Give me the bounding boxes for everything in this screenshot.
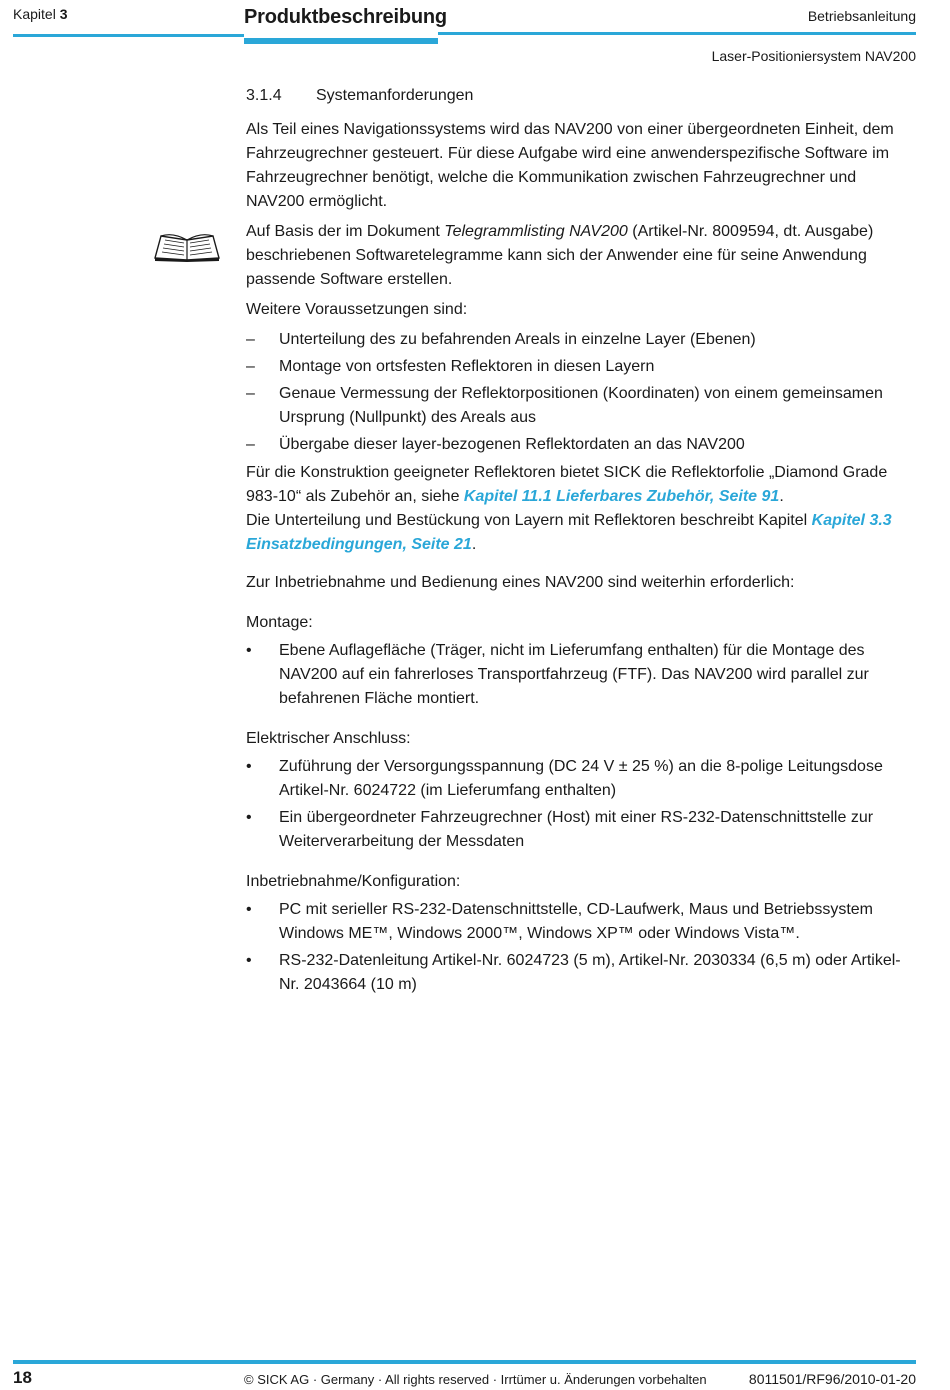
layers-text-post: . — [471, 536, 477, 553]
config-list — [246, 898, 918, 997]
section-number: 3.1.4 — [246, 87, 282, 104]
chapter-label-text: Kapitel — [13, 6, 56, 22]
reflector-paragraph — [246, 461, 918, 509]
footer-rule — [13, 1360, 916, 1364]
open-book-icon — [153, 230, 221, 262]
list-item-text: Ein übergeordneter Fahrzeugrechner (Host) mit einer RS-232-Datenschnittstelle zur Weiterverarbeitung der Messdaten — [279, 809, 874, 850]
header-rule-right — [438, 32, 916, 35]
list-item-text: Unterteilung des zu befahrenden Areals in einzelne Layer (Ebenen) — [279, 331, 756, 348]
section-heading — [246, 84, 918, 108]
config-heading-text: Inbetriebnahme/Konfiguration — [246, 873, 456, 890]
list-item: • Ein übergeordneter Fahrzeugrechner (Host) mit einer RS-232-Datenschnittstelle zur Weiterverarbeitung der Messdaten — [246, 809, 874, 850]
montage-heading: Montage: — [246, 614, 313, 631]
product-name: Laser-Positioniersystem NAV200 — [711, 48, 916, 64]
telegram-paragraph — [246, 220, 918, 292]
reflector-text-pre: Für die Konstruktion geeigneter Reflektoren bietet SICK die Reflektorfolie „Diamond Grade 983-10“ als Zubehör an, siehe — [246, 464, 888, 505]
list-item: • Zuführung der Versorgungsspannung (DC 24 V ± 25 %) an die 8-polige Leitungsdose Artikel-Nr. 6024722 (im Lieferumfang enthalten) — [246, 758, 883, 799]
list-item-text: Montage von ortsfesten Reflektoren in diesen Layern — [279, 358, 655, 375]
list-item-text: RS-232-Datenleitung Artikel-Nr. 6024723 (5 m), Artikel-Nr. 2030334 (6,5 m) oder Artikel-Nr. 2043664 (10 m) — [279, 952, 901, 993]
accessory-chapter-link[interactable]: Kapitel 11.1 Lieferbares Zubehör, Seite 91 — [463, 488, 780, 505]
page-number: 18 — [13, 1368, 32, 1387]
header-rule-left — [13, 34, 244, 37]
montage-heading-text: Montage — [246, 614, 309, 631]
electric-heading-text: Elektrischer Anschluss — [246, 730, 407, 747]
chapter-number: 3 — [59, 6, 68, 22]
montage-list — [246, 639, 918, 711]
list-item-text: Genaue Vermessung der Reflektorpositionen (Koordinaten) von einem gemeinsamen Ursprung (Nullpunkt) des Areals aus — [279, 385, 883, 426]
electric-list — [246, 755, 918, 854]
requirements-list — [246, 328, 918, 457]
list-item: – Montage von ortsfesten Reflektoren in diesen Layern — [246, 358, 655, 375]
chapter-label — [13, 6, 68, 22]
list-item: • RS-232-Datenleitung Artikel-Nr. 6024723 (5 m), Artikel-Nr. 2030334 (6,5 m) oder Artikel-Nr. 2043664 (10 m) — [246, 952, 901, 993]
section-title: Produktbeschreibung — [244, 6, 447, 28]
commissioning-paragraph: Zur Inbetriebnahme und Bedienung eines NAV200 sind weiterhin erforderlich: — [246, 574, 795, 591]
conditions-chapter-link[interactable]: Kapitel 3.3 Einsatzbedingungen, Seite 21 — [246, 512, 892, 553]
list-item: • PC mit serieller RS-232-Datenschnittstelle, CD-Laufwerk, Maus und Betriebssystem Windows ME™, Windows 2000™, Windows XP™ oder Windows Vista™. — [246, 901, 873, 942]
list-item: – Unterteilung des zu befahrenden Areals in einzelne Layer (Ebenen) — [246, 331, 756, 348]
layers-paragraph — [246, 509, 918, 557]
config-heading: Inbetriebnahme/Konfiguration: — [246, 873, 461, 890]
section-heading-title: Systemanforderungen — [316, 87, 474, 104]
list-item: • Ebene Auflagefläche (Träger, nicht im Lieferumfang enthalten) für die Montage des NAV200 auf ein fahrerloses Transportfahrzeug (FTF). Das NAV200 wird parallel zur befahrenen Fläche montiert. — [246, 642, 869, 707]
document-number: 8011501/RF96/2010-01-20 — [748, 1371, 916, 1387]
list-item: – Genaue Vermessung der Reflektorpositionen (Koordinaten) von einem gemeinsamen Ursprung (Nullpunkt) des Areals aus — [246, 385, 883, 426]
intro-paragraph: Als Teil eines Navigationssystems wird das NAV200 von einer übergeordneten Einheit, dem Fahrzeugrechner gesteuert. Für diese Aufgabe wird eine anwenderspezifische Software im Fahrzeugrechner benötigt, welche die Kommunikation zwischen Fahrzeugrechner und NAV200 ermöglicht. — [246, 121, 894, 210]
copyright-notice: © SICK AG · Germany · All rights reserved · Irrtümer u. Änderungen vorbehalten — [244, 1372, 707, 1387]
list-item: – Übergabe dieser layer-bezogenen Reflektordaten an das NAV200 — [246, 436, 745, 453]
list-item-text: PC mit serieller RS-232-Datenschnittstelle, CD-Laufwerk, Maus und Betriebssystem Windows ME™, Windows 2000™, Windows XP™ oder Windows Vista™. — [279, 901, 873, 942]
header-rule-tab — [244, 38, 438, 44]
layers-text-pre: Die Unterteilung und Bestückung von Layern mit Reflektoren beschreibt Kapitel — [246, 512, 812, 529]
telegram-text-post: (Artikel-Nr. 8009594, dt. Ausgabe) beschriebenen Softwaretelegramme kann sich der Anwender eine für seine Anwendung passende Software erstellen. — [246, 223, 874, 288]
main-content — [246, 84, 918, 1001]
telegram-doc-title: Telegrammlisting NAV200 — [444, 223, 628, 240]
list-item-text: Ebene Auflagefläche (Träger, nicht im Lieferumfang enthalten) für die Montage des NAV200 auf ein fahrerloses Transportfahrzeug (FTF). Das NAV200 wird parallel zur befahrenen Fläche montiert. — [279, 642, 869, 707]
further-requirements-label: Weitere Voraussetzungen sind: — [246, 301, 468, 318]
electric-heading: Elektrischer Anschluss: — [246, 730, 411, 747]
telegram-text-pre: Auf Basis der im Dokument — [246, 223, 445, 240]
doc-type: Betriebsanleitung — [807, 8, 916, 24]
list-item-text: Zuführung der Versorgungsspannung (DC 24 V ± 25 %) an die 8-polige Leitungsdose Artikel-Nr. 6024722 (im Lieferumfang enthalten) — [279, 758, 883, 799]
reflector-text-post: . — [779, 488, 784, 505]
list-item-text: Übergabe dieser layer-bezogenen Reflektordaten an das NAV200 — [279, 436, 745, 453]
